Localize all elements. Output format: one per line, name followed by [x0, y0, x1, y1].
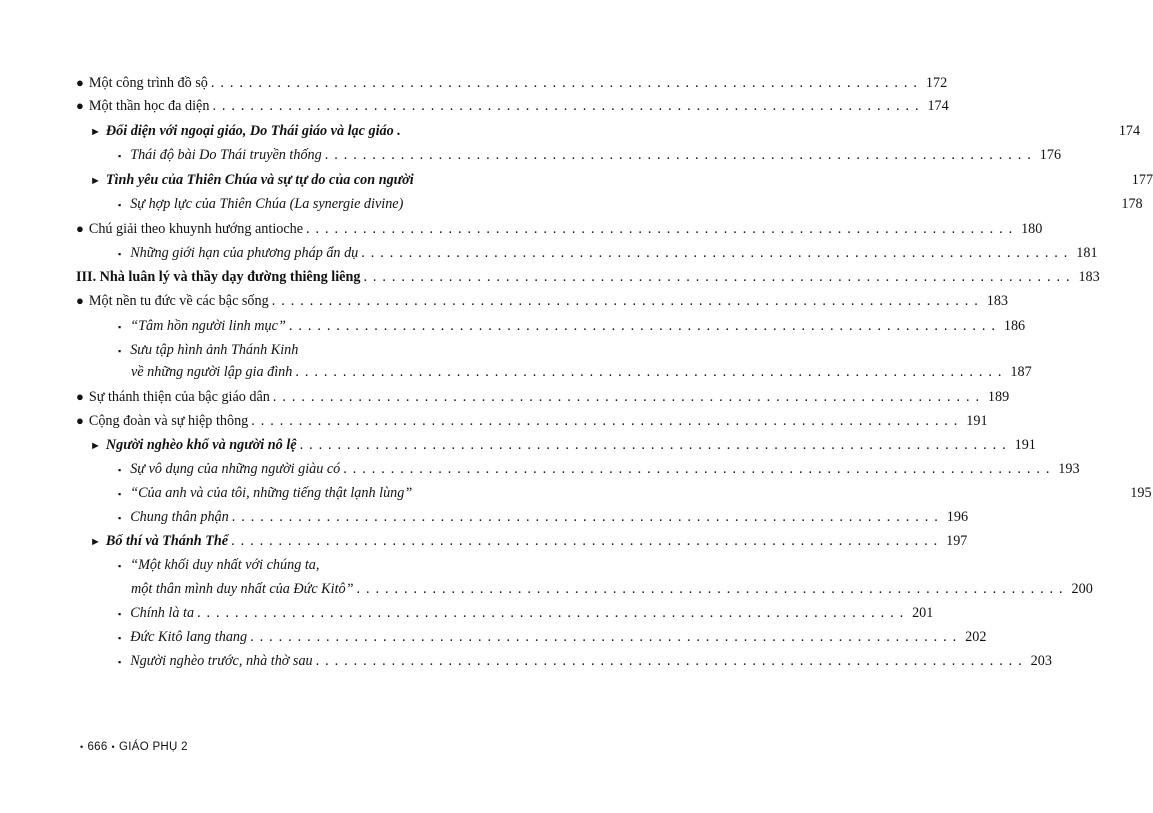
toc-page-number: 181 [1076, 245, 1098, 261]
toc-entry [76, 627, 987, 648]
toc-entry [76, 362, 1032, 382]
dot-leader [300, 435, 1007, 455]
dot-leader [361, 243, 1068, 263]
square-bullet-icon: ▪ [118, 465, 122, 475]
bullet-icon: ● [76, 413, 84, 428]
toc-page-number: 195 [1130, 485, 1152, 501]
dot-leader [343, 459, 1050, 479]
toc-entry-title: Người nghèo trước, nhà thờ sau [130, 653, 313, 669]
toc-entry [76, 483, 1152, 504]
toc-entry [76, 340, 462, 361]
toc-page-number: 189 [987, 389, 1010, 405]
toc-page-number: 187 [1010, 364, 1032, 380]
square-bullet-icon: ▪ [118, 200, 122, 210]
toc-page-number: 186 [1003, 318, 1026, 334]
square-bullet-icon: ▪ [118, 151, 122, 161]
toc-page-number: 183 [986, 293, 1009, 309]
page-footer [76, 741, 188, 753]
square-bullet-icon: ▪ [118, 561, 122, 571]
triangle-arrow-icon: ► [90, 175, 101, 187]
dot-leader [251, 411, 958, 431]
toc-entry [76, 459, 1080, 480]
toc-page-number: 176 [1039, 147, 1062, 163]
toc-entry [76, 603, 934, 624]
bullet-icon: ● [76, 221, 84, 236]
footer-page-number: 666 [87, 741, 108, 753]
toc-entry [76, 243, 1098, 264]
toc-page-number: 196 [946, 509, 969, 525]
toc-entry [76, 121, 1141, 142]
toc-entry [76, 387, 1010, 407]
toc-entry [76, 96, 949, 116]
toc-entry [76, 555, 462, 576]
toc-entry-title: về những người lập gia đình [131, 364, 293, 380]
toc-page-number: 203 [1030, 653, 1052, 669]
toc-entry [76, 194, 1143, 215]
toc-entry [76, 291, 1009, 311]
square-bullet-icon: ▪ [118, 609, 122, 619]
toc-entry [76, 170, 1153, 191]
toc-entry [76, 219, 1043, 239]
toc-entry-title: Chú giải theo khuynh hướng antioche [88, 221, 304, 237]
toc-entry-title: Sự thánh thiện của bậc giáo dân [88, 389, 270, 405]
toc-entry-title: Đối diện với ngoại giáo, Do Thái giáo và lạc giáo . [105, 123, 401, 139]
dot-leader [212, 96, 919, 116]
bullet-icon: ● [76, 98, 84, 113]
triangle-arrow-icon: ► [90, 440, 101, 452]
square-bullet-icon: ▪ [118, 513, 122, 523]
dot-leader [197, 603, 904, 623]
bullet-icon: ● [76, 389, 84, 404]
toc-entry-title: Những giới hạn của phương pháp ẩn dụ [130, 245, 359, 261]
toc-page-number: 191 [966, 413, 988, 429]
toc-page-number: 174 [927, 98, 949, 114]
square-bullet-icon: ▪ [118, 657, 122, 667]
toc-entry-title: Đức Kitô lang thang [130, 629, 248, 645]
toc-entry-title: Sự vô dụng của những người giàu có [130, 461, 341, 477]
toc-page-number: 183 [1078, 269, 1100, 285]
toc-page-number: 193 [1058, 461, 1080, 477]
toc-entry-title: Sưu tập hình ảnh Thánh Kinh [130, 342, 299, 358]
toc-entry [76, 531, 968, 552]
dot-leader [272, 291, 979, 311]
toc-entry-title: III. Nhà luân lý và thầy dạy đường thiêng liêng [76, 269, 361, 285]
square-bullet-icon: ▪ [118, 322, 122, 332]
toc-entry [76, 267, 1100, 287]
toc-entry-title: Chung thân phận [130, 509, 229, 525]
dot-leader [357, 579, 1064, 599]
toc-page-number: 174 [1118, 123, 1141, 139]
toc-entry [76, 411, 988, 431]
toc-entry-title: Chính là ta [130, 605, 195, 621]
toc-entry-title: Một thần học đa diện [88, 98, 210, 114]
toc-page-number: 191 [1014, 437, 1036, 453]
square-bullet-icon: ▪ [118, 249, 122, 259]
dot-leader [232, 507, 939, 527]
triangle-arrow-icon: ► [90, 536, 101, 548]
toc-page-number: 197 [946, 533, 968, 549]
toc-entry-title: một thân mình duy nhất của Đức Kitô” [131, 581, 354, 597]
toc-page-number: 172 [925, 75, 948, 91]
square-bullet-icon: ▪ [118, 633, 122, 643]
toc-page-number: 177 [1131, 172, 1153, 188]
toc-entry-title: Thái độ bài Do Thái truyền thống [130, 147, 322, 163]
toc-entry-title: “Tâm hồn người linh mục” [130, 318, 286, 334]
toc-entry-title: “Một khối duy nhất với chúng ta, [130, 557, 320, 573]
toc-entry [76, 651, 1052, 672]
dot-leader [316, 651, 1023, 671]
bullet-icon: ● [76, 293, 84, 308]
toc-entry-title: Cộng đoàn và sự hiệp thông [88, 413, 249, 429]
dot-leader [325, 145, 1032, 165]
square-bullet-icon: ▪ [118, 346, 122, 356]
triangle-arrow-icon: ► [90, 126, 101, 138]
footer-bullet: • [111, 742, 115, 752]
toc-entry-title: Một nền tu đức về các bậc sống [88, 293, 269, 309]
toc-entry-title: Một công trình đồ sộ [88, 75, 208, 91]
toc-entry [76, 73, 948, 93]
footer-bullet: • [80, 742, 84, 752]
toc-entry-title: Người nghèo khổ và người nô lệ [105, 437, 297, 453]
dot-leader [295, 362, 1002, 382]
toc-page-number: 200 [1071, 581, 1093, 597]
toc-entry [76, 579, 1093, 599]
dot-leader [363, 267, 1070, 287]
dot-leader [231, 531, 938, 551]
toc-page-number: 201 [912, 605, 934, 621]
toc-page-number: 180 [1021, 221, 1043, 237]
dot-leader [250, 627, 957, 647]
toc-entry [76, 507, 969, 528]
toc-entry-title: Bố thí và Thánh Thể [105, 533, 229, 549]
toc-entry-title: “Của anh và của tôi, những tiếng thật lạnh lùng” [130, 485, 413, 501]
toc-entry [76, 316, 1026, 337]
bullet-icon: ● [76, 75, 84, 90]
toc-entry-title: Sự hợp lực của Thiên Chúa (La synergie divine) [130, 196, 404, 212]
toc-entry [76, 435, 1036, 456]
dot-leader [289, 316, 996, 336]
footer-book-title: GIÁO PHỤ 2 [119, 741, 188, 753]
square-bullet-icon: ▪ [118, 489, 122, 499]
toc-page-number: 178 [1121, 196, 1143, 212]
toc-entry-title: Tình yêu của Thiên Chúa và sự tự do của con người [105, 172, 414, 188]
dot-leader [306, 219, 1013, 239]
dot-leader [273, 387, 980, 407]
dot-leader [211, 73, 918, 93]
toc-page-number: 202 [965, 629, 987, 645]
toc-entry [76, 145, 1062, 166]
